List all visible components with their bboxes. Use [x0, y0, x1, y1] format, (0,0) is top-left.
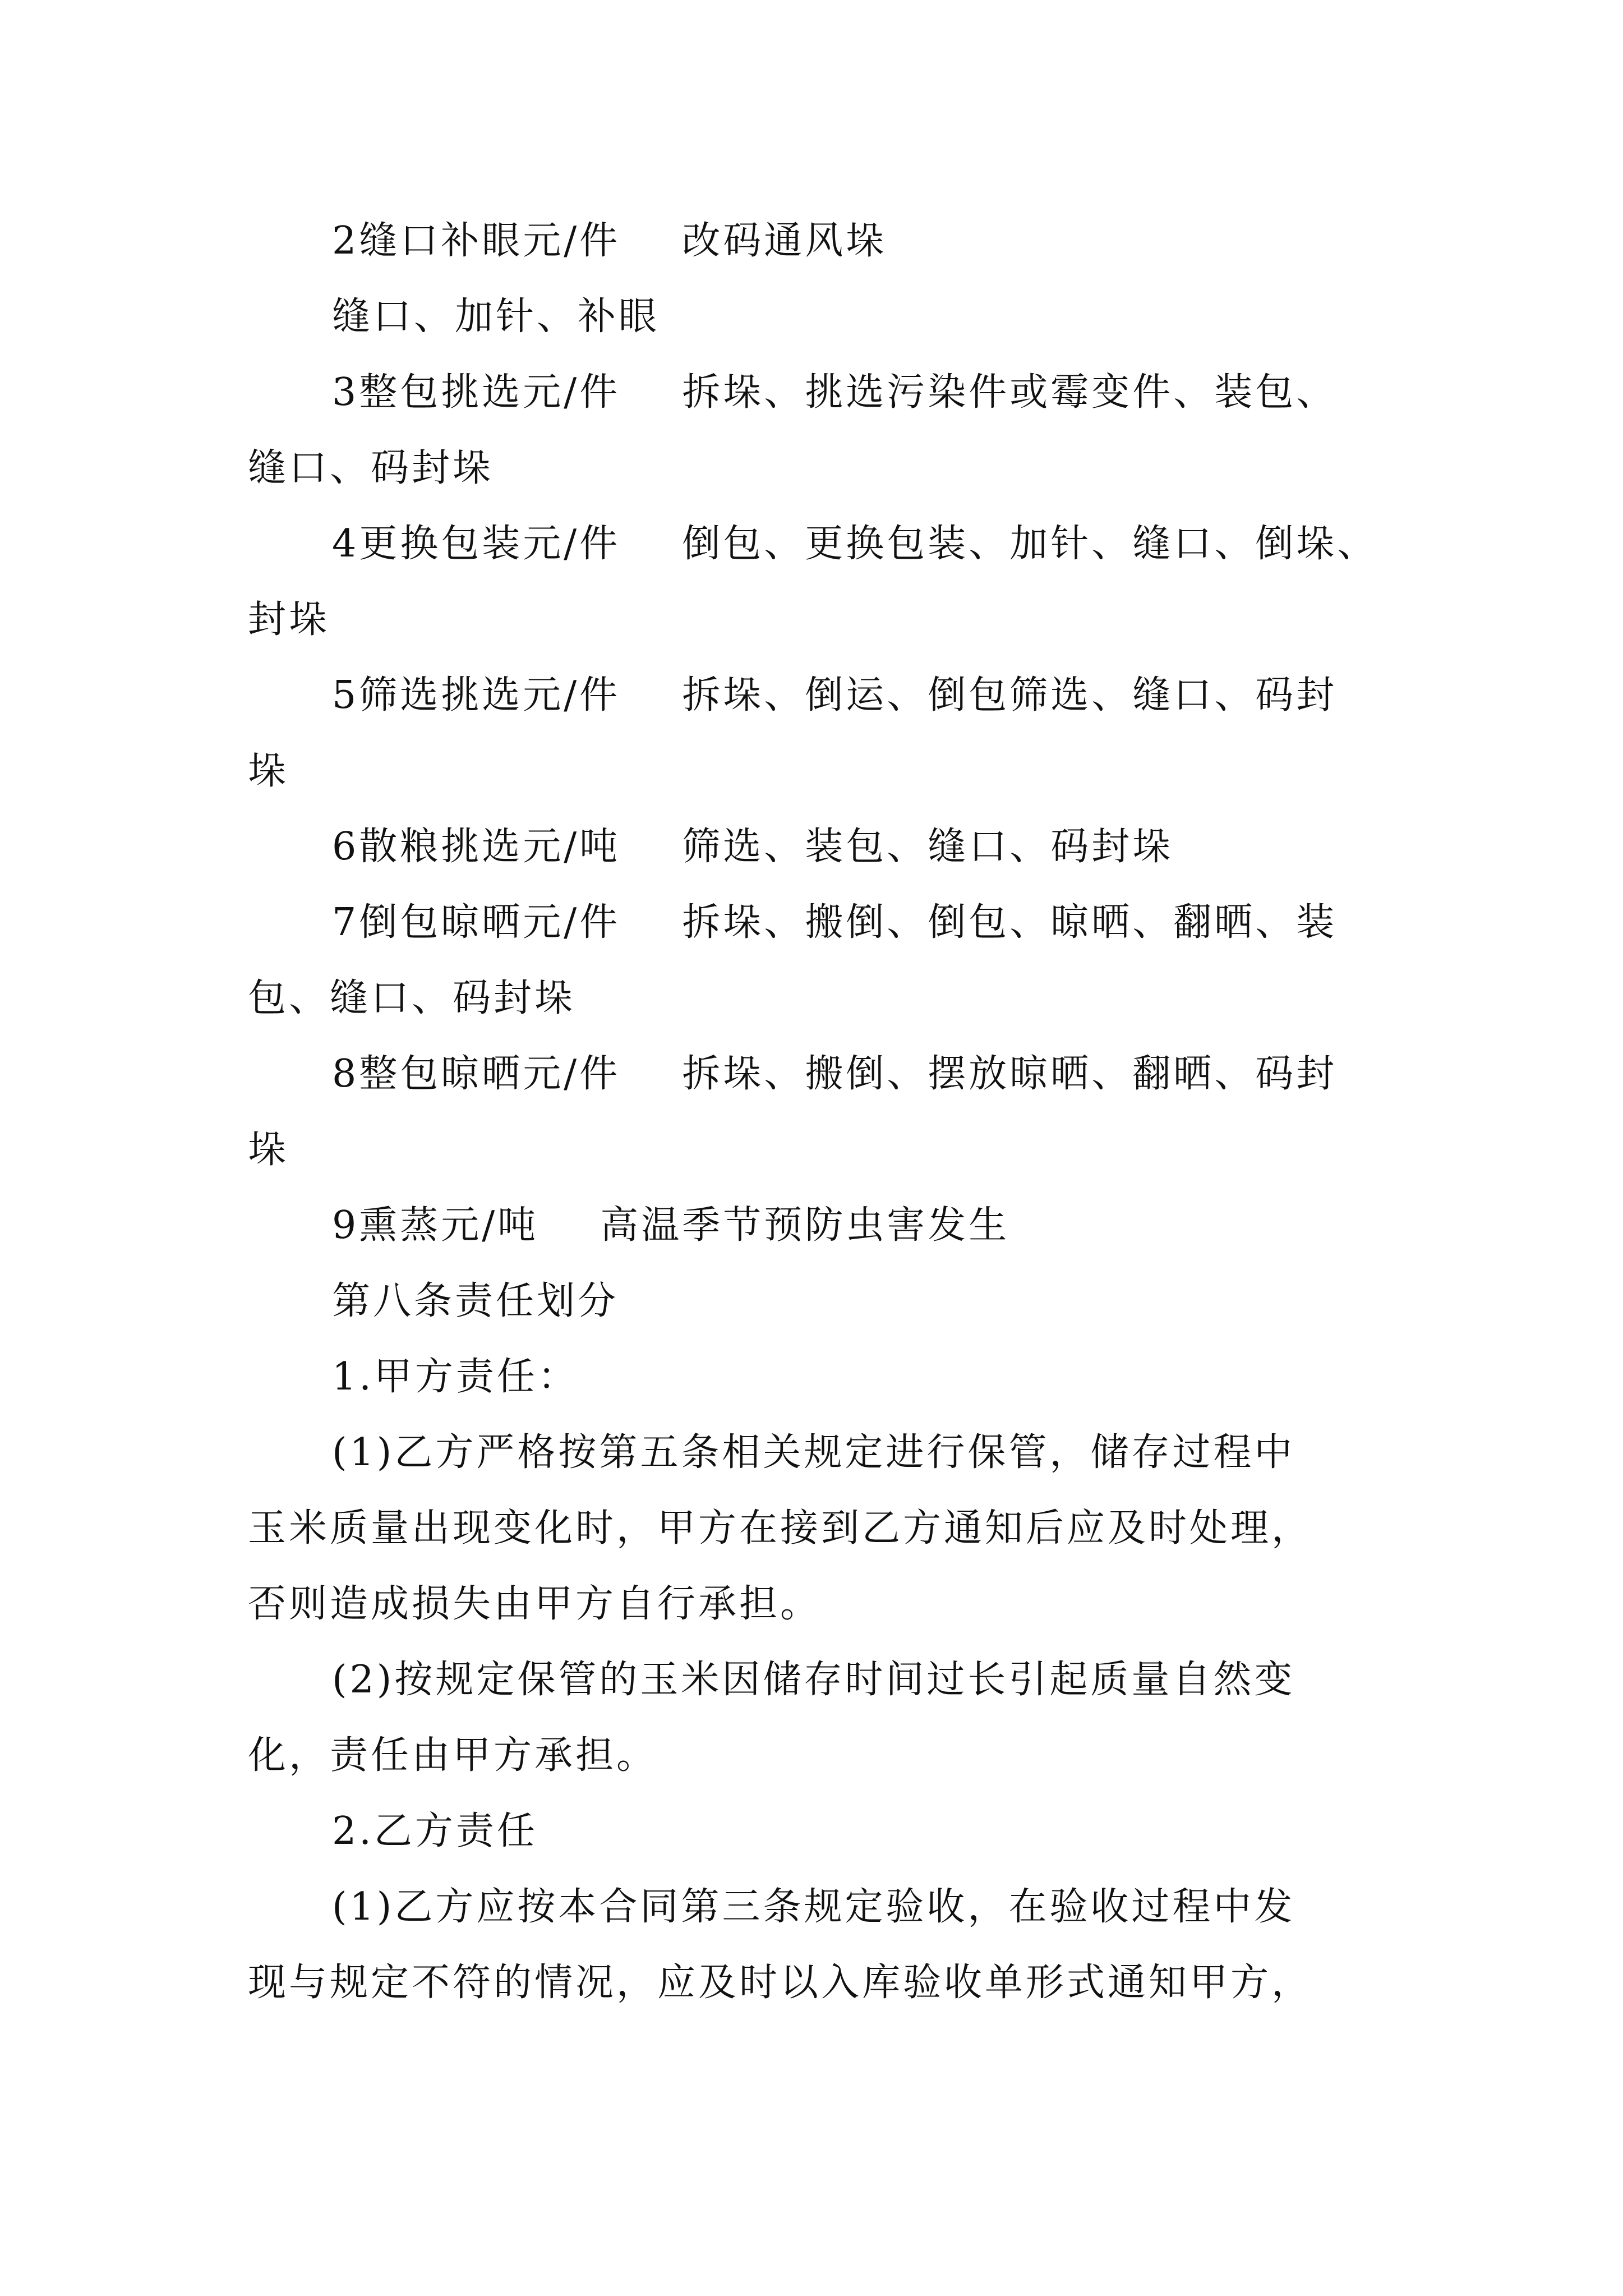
- fee-cont-5: 垛: [248, 749, 289, 793]
- fee-item: 8整包晾晒元/件: [332, 1052, 621, 1096]
- fee-work: 拆垛、搬倒、摆放晾晒、翻晒、码封: [682, 1052, 1338, 1096]
- fee-work: 拆垛、搬倒、倒包、晾晒、翻晒、装: [682, 900, 1338, 945]
- fee-row-6: [332, 819, 1173, 875]
- fee-row-2: [332, 213, 887, 269]
- party-a-clause-2-line-2: 化，责任由甲方承担。: [248, 1733, 658, 1778]
- party-b-title: 2.乙方责任: [332, 1809, 538, 1853]
- fee-row-8: [332, 1046, 1337, 1102]
- party-b-clause-1-line-2: 现与规定不符的情况，应及时以入库验收单形式通知甲方，: [248, 1961, 1313, 2005]
- party-a-title: 1.甲方责任：: [332, 1355, 579, 1399]
- fee-row-7: [332, 895, 1337, 951]
- fee-cont-7: 包、缝口、码封垛: [248, 976, 576, 1020]
- fee-work: 倒包、更换包装、加针、缝口、倒垛、: [682, 522, 1378, 566]
- fee-item: 4更换包装元/件: [332, 522, 621, 566]
- fee-work: 拆垛、倒运、倒包筛选、缝口、码封: [682, 673, 1338, 717]
- party-a-clause-1-line-1: (1)乙方严格按第五条相关规定进行保管，储存过程中: [332, 1430, 1295, 1475]
- party-a-clause-1-line-2: 玉米质量出现变化时，甲方在接到乙方通知后应及时处理，: [248, 1506, 1313, 1550]
- fee-work: 高温季节预防虫害发生: [600, 1203, 1010, 1248]
- article-8-title: 第八条责任划分: [332, 1279, 619, 1323]
- fee-item: 2缝口补眼元/件: [332, 219, 621, 263]
- fee-item: 6散粮挑选元/吨: [332, 825, 621, 869]
- fee-detail-2: 缝口、加针、补眼: [332, 295, 660, 339]
- party-b-clause-1-line-1: (1)乙方应按本合同第三条规定验收，在验收过程中发: [332, 1885, 1295, 1929]
- fee-row-4: [332, 516, 1378, 572]
- party-a-clause-1-line-3: 否则造成损失由甲方自行承担。: [248, 1582, 822, 1626]
- fee-cont-4: 封垛: [248, 597, 330, 642]
- fee-work: 筛选、装包、缝口、码封垛: [682, 825, 1174, 869]
- fee-cont-3: 缝口、码封垛: [248, 446, 494, 490]
- fee-item: 3整包挑选元/件: [332, 370, 621, 415]
- fee-item: 7倒包晾晒元/件: [332, 900, 621, 945]
- fee-cont-8: 垛: [248, 1128, 289, 1172]
- fee-item: 9熏蒸元/吨: [332, 1203, 539, 1248]
- fee-row-9: [332, 1198, 1009, 1254]
- fee-row-5: [332, 668, 1337, 724]
- fee-work: 拆垛、挑选污染件或霉变件、装包、: [682, 370, 1338, 415]
- party-a-clause-2-line-1: (2)按规定保管的玉米因储存时间过长引起质量自然变: [332, 1658, 1295, 1702]
- fee-item: 5筛选挑选元/件: [332, 673, 621, 717]
- fee-work: 改码通风垛: [682, 219, 887, 263]
- fee-row-3: [332, 365, 1337, 421]
